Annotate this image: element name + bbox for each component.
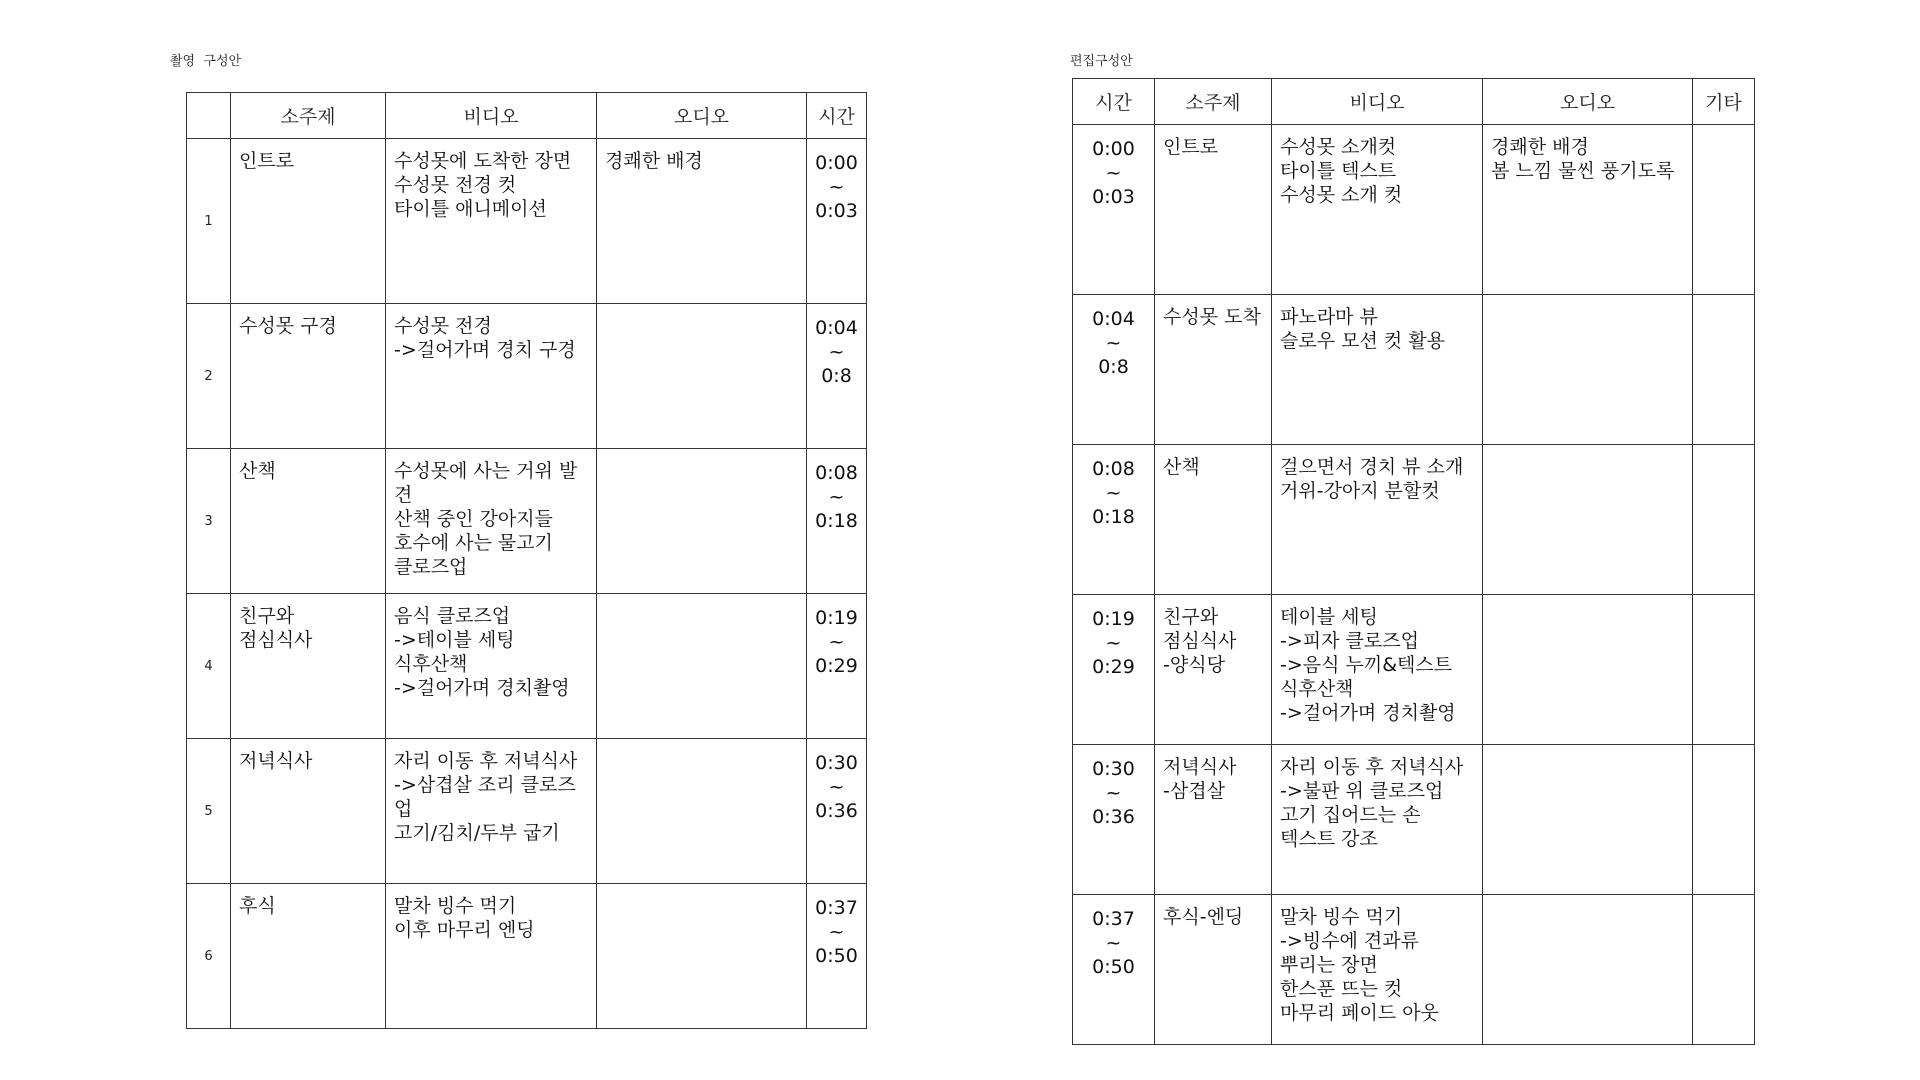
etc-cell-text: [1693, 445, 1754, 455]
topic-cell-text: 친구와 점심식사: [239, 605, 313, 651]
etc-cell: [1693, 595, 1755, 745]
audio-cell-text: [597, 884, 806, 894]
time-cell-text: 0:08 ~ 0:18: [1092, 458, 1135, 528]
header-index: [187, 93, 231, 139]
topic-cell: [1155, 445, 1272, 595]
shoot-plan-table: [186, 92, 867, 1029]
video-cell-text: 수성못에 사는 거위 발견 산책 중인 강아지들 호수에 사는 물고기 클로즈업: [394, 460, 578, 578]
video-cell-text: 수성못에 도착한 장면 수성못 전경 컷 타이틀 애니메이션: [394, 150, 572, 220]
topic-cell-text: 산책: [1163, 456, 1200, 478]
etc-cell: [1693, 895, 1755, 1045]
time-cell-text: 0:04 ~ 0:8: [815, 317, 858, 387]
time-cell-text: 0:00 ~ 0:03: [1092, 138, 1135, 208]
topic-cell: [1155, 295, 1272, 445]
audio-cell: [1483, 125, 1693, 295]
etc-cell: [1693, 125, 1755, 295]
header-etc: 기타: [1693, 79, 1755, 125]
topic-cell: [231, 594, 386, 739]
topic-cell: [1155, 895, 1272, 1045]
audio-cell-text: [1483, 895, 1692, 905]
row-number: 5: [187, 739, 231, 884]
row-number: 6: [187, 884, 231, 1029]
table-header-row: [187, 93, 867, 139]
time-cell-text: 0:37 ~ 0:50: [815, 897, 858, 967]
topic-cell-text: 수성못 도착: [1163, 306, 1261, 328]
header-audio: 오디오: [1483, 79, 1693, 125]
etc-cell-text: [1693, 295, 1754, 305]
video-cell-text: 수성못 전경 ->걸어가며 경치 구경: [394, 315, 576, 361]
audio-cell: [597, 139, 807, 304]
topic-cell: [231, 139, 386, 304]
video-cell-text: 걸으면서 경치 뷰 소개 거위-강아지 분할컷: [1280, 456, 1464, 502]
row-number: 2: [187, 304, 231, 449]
etc-cell: [1693, 445, 1755, 595]
video-cell-text: 테이블 세팅 ->피자 클로즈업 ->음식 누끼&텍스트 식후산책 ->걸어가며 경치촬영: [1280, 606, 1456, 724]
header-topic: 소주제: [1155, 79, 1272, 125]
time-cell: [807, 884, 867, 1029]
time-cell: [1073, 895, 1155, 1045]
header-topic: 소주제: [231, 93, 386, 139]
topic-cell-text: 저녁식사: [239, 750, 313, 772]
time-cell-text: 0:19 ~ 0:29: [1092, 608, 1135, 678]
video-cell-text: 말차 빙수 먹기 이후 마무리 엔딩: [394, 895, 535, 941]
time-cell: [1073, 445, 1155, 595]
time-cell: [807, 594, 867, 739]
header-video: 비디오: [1272, 79, 1483, 125]
etc-cell-text: [1693, 895, 1754, 905]
video-cell-text: 자리 이동 후 저녁식사 ->불판 위 클로즈업 고기 집어드는 손 텍스트 강조: [1280, 756, 1464, 850]
table-row: [1073, 295, 1755, 445]
audio-cell-text: [597, 594, 806, 604]
table-row: [187, 139, 867, 304]
table-row: [1073, 895, 1755, 1045]
shoot-plan-title: 촬영 구성안: [170, 54, 242, 69]
time-cell: [807, 139, 867, 304]
topic-cell-text: 후식-엔딩: [1163, 906, 1244, 928]
edit-plan-table: [1072, 78, 1755, 1045]
topic-cell-text: 인트로: [239, 150, 295, 172]
time-cell-text: 0:04 ~ 0:8: [1092, 308, 1135, 378]
table-row: [187, 884, 867, 1029]
topic-cell-text: 후식: [239, 895, 276, 917]
audio-cell: [597, 884, 807, 1029]
time-cell: [807, 304, 867, 449]
topic-cell: [231, 304, 386, 449]
time-cell-text: 0:30 ~ 0:36: [1092, 758, 1135, 828]
table-row: [187, 304, 867, 449]
audio-cell: [1483, 745, 1693, 895]
video-cell-text: 음식 클로즈업 ->테이블 세팅 식후산책 ->걸어가며 경치촬영: [394, 605, 570, 699]
video-cell-text: 자리 이동 후 저녁식사 ->삼겹살 조리 클로즈업 고기/김치/두부 굽기: [394, 750, 578, 844]
audio-cell: [1483, 895, 1693, 1045]
video-cell: [386, 449, 597, 594]
video-cell-text: 파노라마 뷰 슬로우 모션 컷 활용: [1280, 306, 1445, 352]
video-cell: [1272, 445, 1483, 595]
time-cell-text: 0:08 ~ 0:18: [815, 462, 858, 532]
topic-cell: [1155, 745, 1272, 895]
audio-cell: [597, 449, 807, 594]
video-cell: [386, 739, 597, 884]
audio-cell-text: 경쾌한 배경 봄 느낌 물씬 풍기도록: [1491, 136, 1675, 182]
video-cell: [386, 139, 597, 304]
table-row: [187, 449, 867, 594]
audio-cell-text: [1483, 595, 1692, 605]
etc-cell-text: [1693, 125, 1754, 135]
time-cell: [1073, 125, 1155, 295]
etc-cell: [1693, 745, 1755, 895]
video-cell: [1272, 125, 1483, 295]
table-row: [1073, 125, 1755, 295]
edit-plan-title: 편집구성안: [1070, 54, 1133, 69]
time-cell: [807, 739, 867, 884]
audio-cell-text: [1483, 295, 1692, 305]
table-row: [187, 594, 867, 739]
header-time: 시간: [1073, 79, 1155, 125]
time-cell-text: 0:00 ~ 0:03: [815, 152, 858, 222]
audio-cell: [597, 304, 807, 449]
topic-cell-text: 인트로: [1163, 136, 1219, 158]
topic-cell-text: 친구와 점심식사 -양식당: [1163, 606, 1237, 676]
time-cell-text: 0:37 ~ 0:50: [1092, 908, 1135, 978]
header-video: 비디오: [386, 93, 597, 139]
table-row: [1073, 595, 1755, 745]
video-cell: [1272, 595, 1483, 745]
time-cell: [1073, 595, 1155, 745]
row-number: 4: [187, 594, 231, 739]
topic-cell-text: 저녁식사 -삼겹살: [1163, 756, 1237, 802]
audio-cell: [597, 594, 807, 739]
etc-cell-text: [1693, 745, 1754, 755]
time-cell: [1073, 745, 1155, 895]
audio-cell: [1483, 445, 1693, 595]
etc-cell-text: [1693, 595, 1754, 605]
audio-cell-text: [1483, 445, 1692, 455]
topic-cell: [1155, 125, 1272, 295]
video-cell: [386, 884, 597, 1029]
time-cell: [807, 449, 867, 594]
video-cell-text: 말차 빙수 먹기 ->빙수에 견과류 뿌리는 장면 한스푼 뜨는 컷 마무리 페이드 아웃: [1280, 906, 1439, 1024]
topic-cell-text: 수성못 구경: [239, 315, 337, 337]
video-cell: [386, 304, 597, 449]
audio-cell: [1483, 295, 1693, 445]
header-time: 시간: [807, 93, 867, 139]
table-row: [1073, 745, 1755, 895]
table-row: [1073, 445, 1755, 595]
topic-cell: [231, 884, 386, 1029]
audio-cell-text: [597, 304, 806, 314]
table-row: [187, 739, 867, 884]
video-cell: [386, 594, 597, 739]
time-cell-text: 0:19 ~ 0:29: [815, 607, 858, 677]
time-cell-text: 0:30 ~ 0:36: [815, 752, 858, 822]
topic-cell: [231, 739, 386, 884]
audio-cell-text: [597, 449, 806, 459]
video-cell: [1272, 295, 1483, 445]
video-cell: [1272, 895, 1483, 1045]
video-cell-text: 수성못 소개컷 타이틀 텍스트 수성못 소개 컷: [1280, 136, 1403, 206]
topic-cell-text: 산책: [239, 460, 276, 482]
audio-cell: [1483, 595, 1693, 745]
audio-cell-text: [1483, 745, 1692, 755]
topic-cell: [1155, 595, 1272, 745]
topic-cell: [231, 449, 386, 594]
etc-cell: [1693, 295, 1755, 445]
header-audio: 오디오: [597, 93, 807, 139]
row-number: 1: [187, 139, 231, 304]
table-header-row: [1073, 79, 1755, 125]
audio-cell-text: 경쾌한 배경: [605, 150, 703, 172]
audio-cell-text: [597, 739, 806, 749]
row-number: 3: [187, 449, 231, 594]
audio-cell: [597, 739, 807, 884]
time-cell: [1073, 295, 1155, 445]
video-cell: [1272, 745, 1483, 895]
